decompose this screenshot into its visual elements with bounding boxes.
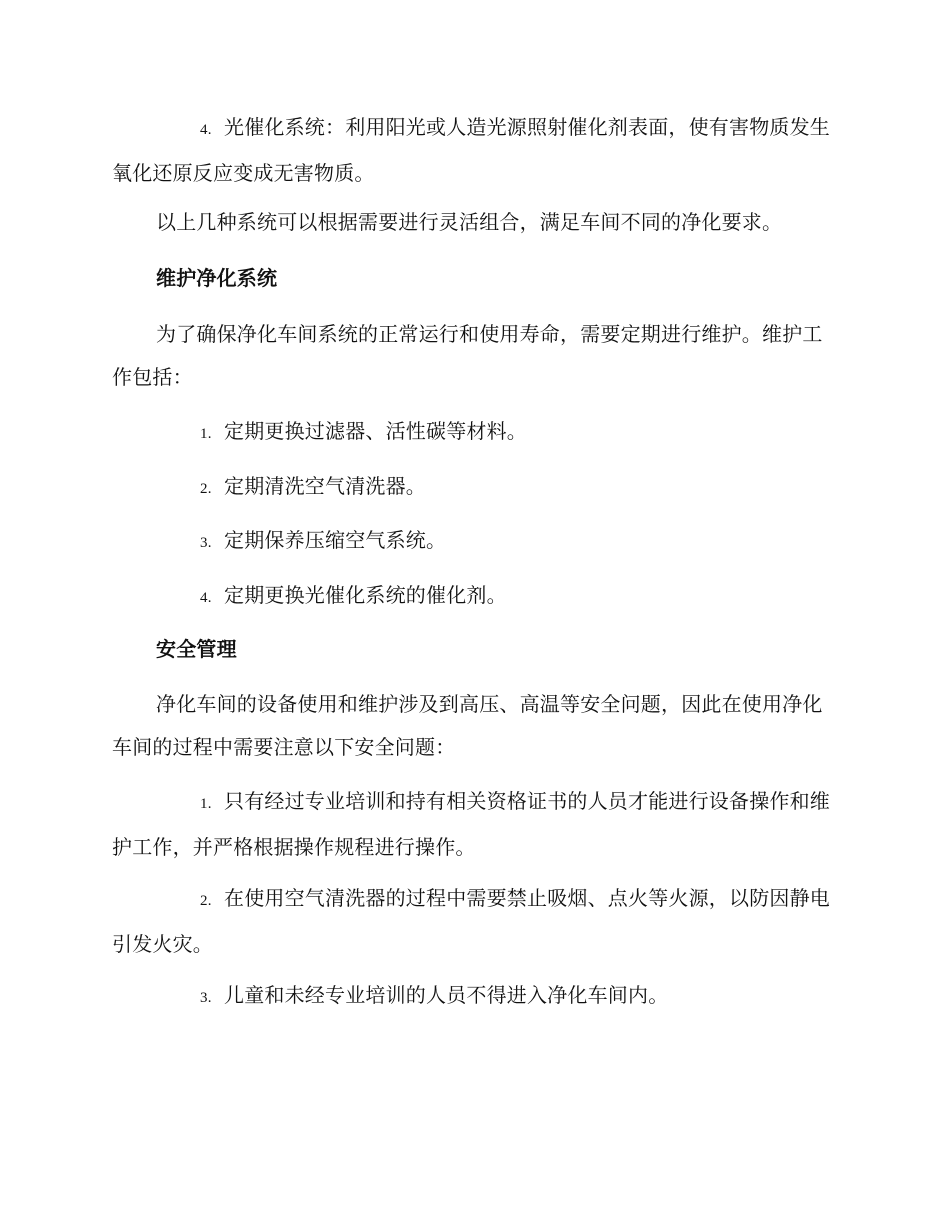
list-item-number: 1.	[200, 426, 212, 442]
list-item-text: 儿童和未经专业培训的人员不得进入净化车间内。	[224, 983, 669, 1007]
summary-paragraph: 以上几种系统可以根据需要进行灵活组合，满足车间不同的净化要求。	[156, 210, 783, 234]
list-item-number: 2.	[200, 893, 212, 909]
section-heading-maintenance: 维护净化系统	[156, 266, 278, 290]
list-item-number: 1.	[200, 796, 212, 812]
maintenance-intro-paragraph: 为了确保净化车间系统的正常运行和使用寿命，需要定期进行维护。维护工作包括：	[112, 322, 823, 389]
list-item	[112, 519, 834, 565]
list-item-text: 光催化系统：利用阳光或人造光源照射催化剂表面，使有害物质发生氧化还原反应变成无害物质。	[112, 115, 830, 185]
list-item-text: 定期更换过滤器、活性碳等材料。	[224, 419, 527, 443]
list-item	[112, 465, 834, 511]
list-item-number: 2.	[200, 481, 212, 497]
list-item-text: 定期保养压缩空气系统。	[224, 528, 447, 552]
list-item-text: 在使用空气清洗器的过程中需要禁止吸烟、点火等火源，以防因静电引发火灾。	[112, 886, 830, 956]
list-item-text: 定期更换光催化系统的催化剂。	[224, 583, 507, 607]
list-item-number: 4.	[200, 590, 212, 606]
list-item-text: 只有经过专业培训和持有相关资格证书的人员才能进行设备操作和维护工作，并严格根据操作规程进行操作。	[112, 789, 830, 859]
section-heading-safety: 安全管理	[156, 637, 237, 661]
list-item	[112, 574, 834, 620]
list-item	[112, 974, 834, 1020]
list-item	[112, 410, 834, 456]
list-item	[112, 877, 834, 966]
list-item-number: 4.	[200, 122, 212, 138]
list-item	[112, 106, 834, 195]
list-item-text: 定期清洗空气清洗器。	[224, 474, 426, 498]
list-item-number: 3.	[200, 535, 212, 551]
list-item	[112, 780, 834, 869]
safety-intro-paragraph: 净化车间的设备使用和维护涉及到高压、高温等安全问题，因此在使用净化车间的过程中需要注意以下安全问题：	[112, 692, 823, 759]
list-item-number: 3.	[200, 990, 212, 1006]
